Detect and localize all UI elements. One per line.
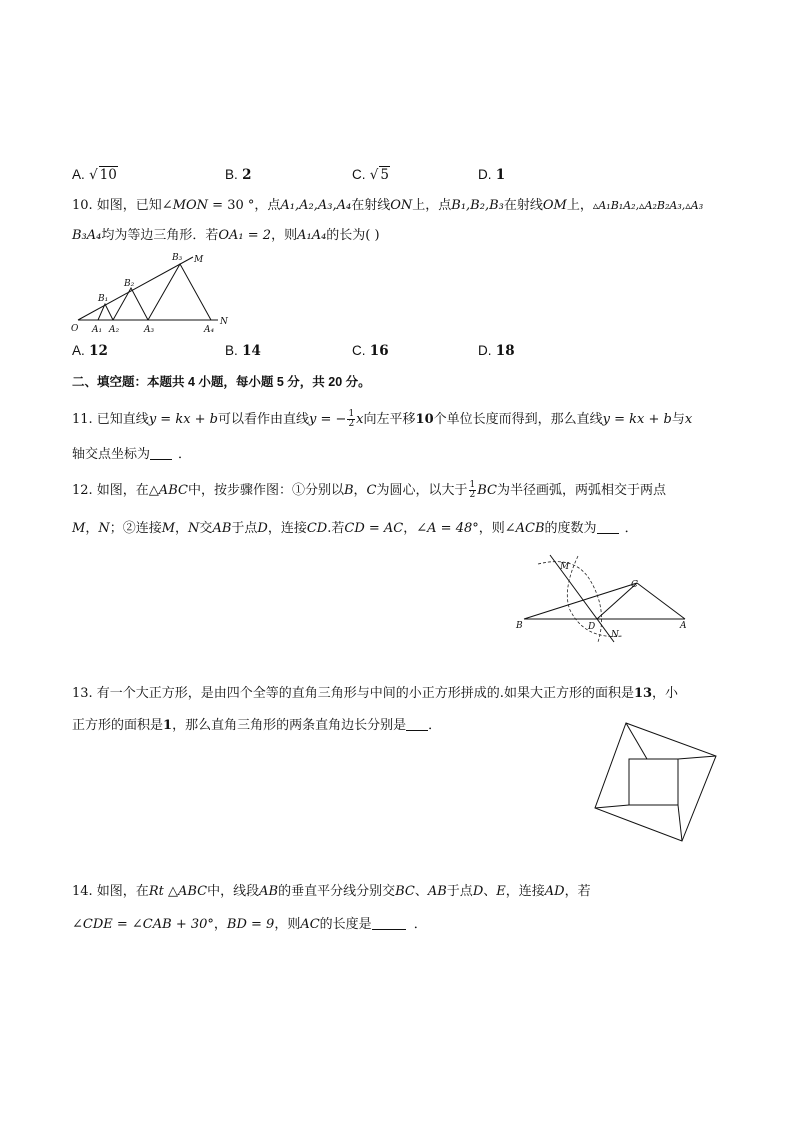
large-square [595,723,716,841]
label-b3: B₃ [172,253,183,263]
answer-blank-14[interactable] [372,915,406,930]
triangle-2 [113,288,148,320]
q13-figure [590,720,720,844]
q10-line-2: B₃A₄均为等边三角形．若OA₁ = 2，则A₁A₄的长为( ) [72,228,380,243]
answer-blank-12[interactable] [597,519,619,534]
q11-line-1: 11. 已知直线y = kx + b可以看作由直线y = − $\frac{1}{2}$ x向左平移10个单位长度而得到，那么直线y = kx + b与x [72,409,693,429]
ray-om [78,257,193,320]
fraction-one-half: $\frac{1}{2}$ [469,480,476,500]
q10-option-d[interactable]: D. 18 [478,343,515,359]
sqrt-10: 10 [99,167,117,183]
q9-options [72,165,722,185]
label-o: O [71,324,79,334]
q11-line-2: 轴交点坐标为 ． [72,447,192,462]
q12-line-1: 12. 如图，在△ABC中，按步骤作图：①分别以B，C为圆心，以大于 $\frac{1}{2}$ BC为半径画弧，两弧相交于两点 [72,480,667,500]
q10-line-1: 10. 如图，已知∠MON = 30 °，点A₁,A₂,A₃,A₄在射线ON上，点B₁,B₂,B₃在射线OM上，▵A₁B₁A₂,▵A₂B₂A₃,▵A₃ [72,198,704,213]
q9-option-c[interactable]: C. √ 5 [352,167,389,183]
q10-option-b[interactable]: B. 14 [225,343,261,359]
small-square [629,759,678,805]
triangle-edge-4 [595,805,629,808]
q10-option-a[interactable]: A. 12 [72,343,108,359]
triangle-1 [98,304,113,320]
label-a2: A₂ [109,325,120,335]
label-a: A [680,621,687,631]
triangle-edge-1 [626,723,647,759]
label-a4: A₄ [204,325,215,335]
label-b1: B₁ [98,294,109,304]
q12-line-2: M，N；②连接M，N交AB于点D，连接CD.若CD = AC，∠A = 48°，则∠ACB的度数为 ． [72,521,638,536]
label-c: C [631,580,638,590]
label-d: D [588,622,596,632]
answer-blank-11[interactable] [150,445,172,460]
q13-line-1: 13. 有一个大正方形，是由四个全等的直角三角形与中间的小正方形拼成的.如果大正方形的面积是13，小 [72,686,679,701]
q13-line-2: 正方形的面积是1，那么直角三角形的两条直角边长分别是 ． [72,718,442,733]
label-m: M [194,255,204,265]
q14-line-2: ∠CDE = ∠CAB + 30°，BD = 9，则AC的长度是 ． [72,917,427,932]
sqrt-5: 5 [380,167,389,183]
q9-option-b[interactable]: B. 2 [225,167,252,183]
section-heading: 二、填空题：本题共 4 小题，每小题 5 分，共 20 分。 [72,375,371,389]
segment-ca [637,583,685,619]
q10-options [72,341,722,361]
label-m: M [560,562,570,572]
fraction-one-half: $\frac{1}{2}$ [348,409,355,429]
triangle-3 [148,264,211,320]
q10-figure [68,248,238,336]
label-b2: B₂ [124,279,135,289]
q10-option-c[interactable]: C. 16 [352,343,389,359]
q12-figure [510,550,700,646]
triangle-edge-3 [678,805,682,841]
q9-option-a[interactable]: A. √ 10 [72,167,117,183]
label-b: B [516,621,523,631]
segment-bc [524,583,637,619]
q9-option-d[interactable]: D. 1 [478,167,506,183]
label-n: N [611,630,619,640]
triangle-edge-2 [678,756,716,759]
label-a3: A₃ [144,325,155,335]
answer-blank-13[interactable] [406,716,428,731]
q14-line-1: 14. 如图，在Rt △ABC中，线段AB的垂直平分线分别交BC、AB于点D、E，连接AD，若 [72,884,591,899]
label-n: N [220,317,228,327]
label-a1: A₁ [92,325,103,335]
